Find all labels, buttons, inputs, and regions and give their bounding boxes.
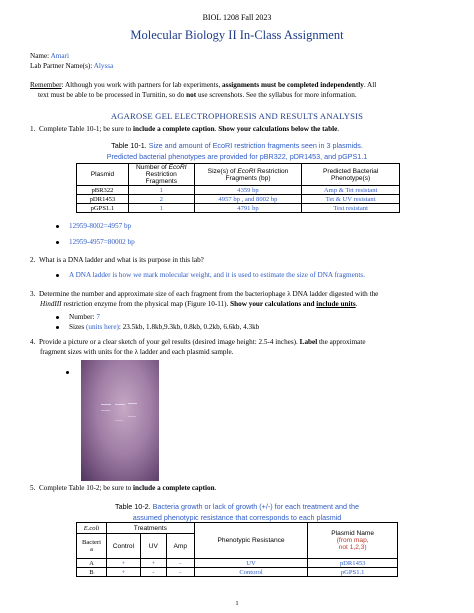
table2-header-ecoli: E.coli <box>77 523 107 534</box>
question-4-line-2: fragment sizes with units for the λ ladder and each plasmid sample. <box>40 348 234 356</box>
table-row <box>77 204 400 213</box>
page-number: 1 <box>235 600 239 607</box>
remember-text-bold: assignments must be completed independently <box>222 81 364 89</box>
q1-text-bold-2: Show your calculations below the table <box>218 125 338 133</box>
q1-text-a: Complete Table 10-1; be sure to <box>38 125 133 133</box>
q3-text-bold: Show your calculations and <box>230 300 317 308</box>
table1-cell-sizes: 4957 bp , and 8002 bp <box>194 195 302 204</box>
remember-text-e: use screenshots. See the syllabus for more information. <box>196 91 357 99</box>
table2-caption-label: Table 10-2. <box>115 502 151 511</box>
remember-text-d: text must be able to be processed in Turnitin, so do <box>38 91 187 99</box>
table2-header-bacteria-a: Bacteri <box>81 539 101 546</box>
q4-text-label: Label <box>299 338 318 346</box>
table1-header-number-c: Restriction Fragments <box>145 171 178 185</box>
table1-cell-phenotype: Test resistant <box>302 204 400 213</box>
partner-value: Alyssa <box>93 62 114 70</box>
table2-header-row-1 <box>77 523 398 534</box>
table2-header-bacteria-b: a <box>90 546 93 553</box>
bullet-icon <box>66 371 69 374</box>
calc-item-1 <box>56 222 131 231</box>
table2-cell-uv: - <box>140 568 166 577</box>
table-row <box>77 186 400 195</box>
table1-cell-sizes: 4359 bp <box>194 186 302 195</box>
table2-caption-text: Bacteria growth or lack of growth (+/-) for each treatment and the <box>150 502 359 511</box>
q3-text-2: restriction enzyme from the physical map (Figure 10-11). <box>61 300 231 308</box>
remember-label: Remember <box>30 81 62 89</box>
q5-number: 5. <box>30 484 36 492</box>
remember-text-not: not <box>186 91 197 99</box>
table-10-2 <box>76 522 398 577</box>
q3-number-label: Number: <box>69 313 97 321</box>
table2-cell-bacteria: A <box>77 559 107 568</box>
q4-number: 4. <box>30 338 36 346</box>
table1-header-size-a: Size(s) of <box>207 167 238 175</box>
table2-cell-plasmid: pGPS1.1 <box>308 568 398 577</box>
q4-bullet <box>66 361 69 379</box>
q3-sizes-item <box>56 323 259 332</box>
q1-text-c: . <box>214 125 219 133</box>
table1-cell-plasmid: pDR1453 <box>77 195 129 204</box>
name-label: Name: <box>30 52 50 60</box>
page-title: Molecular Biology II In-Class Assignment <box>130 28 344 42</box>
table1-header-size-ecori: EcoRI <box>237 167 256 175</box>
table-row <box>77 559 398 568</box>
partner-label: Lab Partner Name(s): <box>30 62 93 70</box>
question-2 <box>30 256 204 265</box>
table2-cell-control: + <box>106 559 140 568</box>
table1-header-pheno-a: Predicted Bacterial <box>322 167 379 175</box>
remember-line-1 <box>30 81 376 90</box>
table1-header-pheno-b: Phenotype(s) <box>331 174 371 182</box>
q1-text-bold-1: include a complete caption <box>132 125 215 133</box>
table1-cell-plasmid: pGPS1.1 <box>77 204 129 213</box>
course-header: BIOL 1208 Fall 2023 <box>202 13 272 22</box>
table1-cell-number: 2 <box>128 195 194 204</box>
q1-text-e: . <box>337 125 340 133</box>
partner-line <box>30 62 113 71</box>
section-heading: AGAROSE GEL ELECTROPHORESIS AND RESULTS ANALYSIS <box>110 111 364 121</box>
gel-band <box>128 403 137 404</box>
table2-cell-amp: - <box>166 559 194 568</box>
name-line <box>30 52 69 61</box>
question-3-line-1 <box>30 290 378 299</box>
bullet-icon <box>56 316 59 319</box>
gel-band <box>115 420 123 421</box>
name-value: Amari <box>50 52 69 60</box>
table2-cell-resistance: Contorol <box>194 568 308 577</box>
gel-band <box>101 404 111 405</box>
gel-band <box>101 410 110 411</box>
q3-text-1: Determine the number and approximate size of each fragment from the bacteriophage λ DNA ladder digested with the <box>38 290 379 298</box>
table2-cell-bacteria: B <box>77 568 107 577</box>
gel-band <box>115 404 125 405</box>
remember-text-a: : Although you work with partners for lab experiments, <box>61 81 223 89</box>
table1-caption-label: Table 10-1. <box>111 141 147 150</box>
table2-header-from-map-b: not 1,2,3) <box>338 544 367 551</box>
calc-item-2 <box>56 238 135 247</box>
table1-header-size-c: Restriction <box>255 167 289 175</box>
table1-header-number <box>128 164 194 186</box>
q3-text-end: . <box>355 300 358 308</box>
table1-caption-line-2: Predicted bacterial phenotypes are provided for pBR322, pDR1453, and pGPS1.1 <box>106 152 368 161</box>
table2-header-bacteria <box>77 534 107 559</box>
table2-header-plasmid-name: Plasmid Name <box>331 530 375 537</box>
table-10-1 <box>76 163 400 213</box>
calc-text-2: 12959-4957=80002 bp <box>69 238 135 246</box>
table2-header-control: Control <box>106 534 140 559</box>
table2-header-from-map-a: (from map, <box>336 537 369 544</box>
q5-text-bold: include a complete caption <box>132 484 215 492</box>
q3-sizes-value: : 23.5kb, 1.8kb,9.3kb, 0.8kb, 0.2kb, 6.6kb, 4.3kb <box>118 323 260 331</box>
table1-header-number-a: Number of <box>135 164 169 171</box>
table-row <box>77 195 400 204</box>
question-5 <box>30 484 216 493</box>
remember-text-c: . All <box>363 81 377 89</box>
table2-header-uv: UV <box>140 534 166 559</box>
table2-caption-line-2: assumed phenotypic resistance that corresponds to each plasmid <box>132 513 342 522</box>
q3-number-value: 7 <box>96 313 100 321</box>
table1-header-row <box>77 164 400 186</box>
q5-text-a: Complete Table 10-2; be sure to <box>38 484 133 492</box>
table1-header-size <box>194 164 302 186</box>
q5-text-c: . <box>214 484 217 492</box>
table2-header-plasmid <box>308 523 398 559</box>
table1-caption-text: Size and amount of EcoRI restriction fragments seen in 3 plasmids. <box>146 141 363 150</box>
q3-number-item <box>56 313 100 322</box>
table2-cell-resistance: UV <box>194 559 308 568</box>
table1-header-phenotype <box>302 164 400 186</box>
q2-text: What is a DNA ladder and what is its purpose in this lab? <box>38 256 204 264</box>
q4-text-c: the approximate <box>317 338 366 346</box>
table1-cell-phenotype: Tet & UV resistant <box>302 195 400 204</box>
table2-header-treatments: Treatments <box>106 523 194 534</box>
table1-header-plasmid: Plasmid <box>77 164 129 186</box>
q4-text-a: Provide a picture or a clear sketch of your gel results (desired image height: 2.5-4 inches). <box>38 338 300 346</box>
question-4-line-1 <box>30 338 366 347</box>
remember-line-2 <box>38 91 357 100</box>
table1-cell-sizes: 4791 bp <box>194 204 302 213</box>
gel-band <box>128 416 136 417</box>
table1-header-number-ecori: EcoRI <box>168 164 187 171</box>
table1-cell-plasmid: pBR322 <box>77 186 129 195</box>
question-3-line-2 <box>40 300 357 309</box>
table1-cell-number: 1 <box>128 204 194 213</box>
bullet-icon <box>56 274 59 277</box>
table1-cell-phenotype: Amp & Tet resistant <box>302 186 400 195</box>
table1-cell-number: 1 <box>128 186 194 195</box>
bullet-icon <box>56 225 59 228</box>
bullet-icon <box>56 326 59 329</box>
table-row <box>77 568 398 577</box>
q1-number: 1. <box>30 125 36 133</box>
table2-cell-uv: + <box>140 559 166 568</box>
table2-header-phenotypic: Phenotypic Resistance <box>194 523 308 559</box>
calc-text-1: 12959-8002=4957 bp <box>69 222 132 230</box>
q3-hindiii: HindIII <box>40 300 62 308</box>
table2-cell-plasmid: pDR1453 <box>308 559 398 568</box>
table2-cell-amp: - <box>166 568 194 577</box>
q2-answer: A DNA ladder is how we mark molecular weight, and it is used to estimate the size of DNA fragments. <box>69 271 366 279</box>
q3-sizes-note: (units here) <box>85 323 119 331</box>
q3-sizes-label: Sizes <box>69 323 86 331</box>
q2-number: 2. <box>30 256 36 264</box>
table1-caption-line-1 <box>0 141 474 150</box>
question-1 <box>30 125 339 134</box>
q3-text-units: include units <box>316 300 356 308</box>
gel-image <box>81 360 159 481</box>
q3-number: 3. <box>30 290 36 298</box>
table2-cell-control: + <box>106 568 140 577</box>
table1-header-size-d: Fragments (bp) <box>225 174 271 182</box>
bullet-icon <box>56 241 59 244</box>
q2-answer-item <box>56 271 365 280</box>
table2-header-amp: Amp <box>166 534 194 559</box>
table2-caption-line-1 <box>0 502 474 511</box>
